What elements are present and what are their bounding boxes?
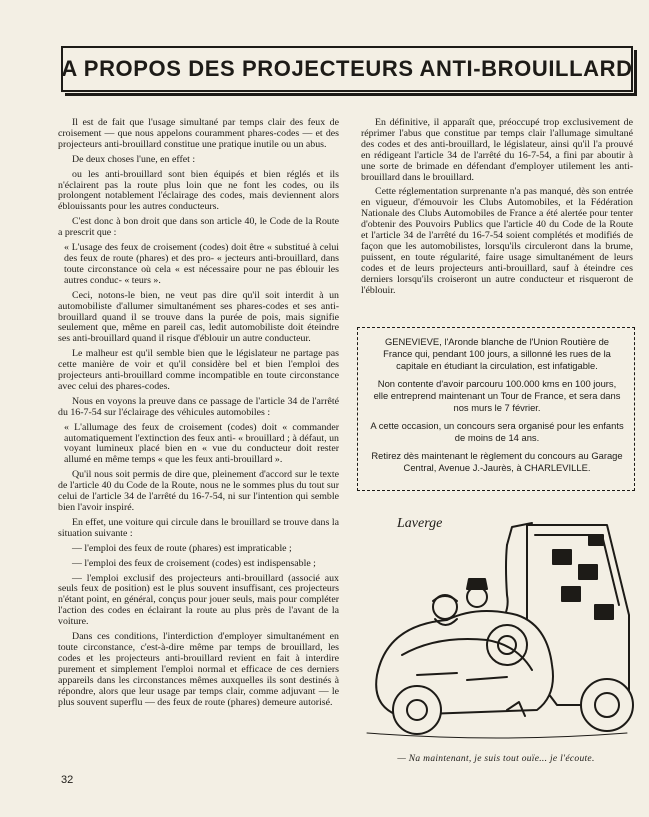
cartoon-signature: Laverge: [397, 516, 443, 531]
left-paragraph: Nous en voyons la preuve dans ce passage de l'article 34 de l'arrêté du 16-7-54 sur l'éclairage des véhicules automobiles :: [58, 395, 339, 418]
left-column: [58, 118, 339, 712]
announcement-lead: GENEVIEVE, l'Aronde blanche de l'Union Routière de France qui, pendant 100 jours, a sillonné les rues de la capitale en étudiant la circulation, est infatigable.: [383, 336, 611, 371]
announcement-paragraph: Retirez dès maintenant le règlement du concours au Garage Central, Avenue J.-Jaurès, à CHARLEVILLE.: [371, 450, 623, 473]
title-frame: [61, 46, 633, 92]
left-paragraph: En effet, une voiture qui circule dans le brouillard se trouve dans la situation suivante :: [58, 516, 339, 539]
left-paragraph: Qu'il nous soit permis de dire que, pleinement d'accord sur le texte de l'article 40 du Code de la Route, nous ne le sommes plus du tout sur celui de l'article 34 de l'arrêté du 16-7-54, ni sur l'intention qui semble bien l'avoir inspiré.: [58, 469, 339, 513]
left-paragraph: ou les anti-brouillard sont bien équipés et bien réglés et ils n'éclairent pas la route plus loin que ne font les codes, ou ils prolongent notablement l'éclairage des codes, mais deviennent alors éblouissants pour les autres conducteurs.: [58, 168, 339, 213]
left-paragraph: Le malheur est qu'il semble bien que le législateur ne partage pas cette manière de voir et qu'il considère bel et bien l'emploi des projecteurs anti-brouillard comme incompatible en toute circonstance avec celui des phares-codes.: [58, 348, 339, 392]
cartoon-illustration: [357, 505, 635, 745]
left-paragraph: De deux choses l'une, en effet :: [72, 153, 196, 165]
quoted-paragraph: « L'usage des feux de croisement (codes) doit être « substitué à celui des feux de route (phares) et des pro- « jecteurs anti-brouillard, dans toute circonstance où cela « est nécessaire pour ne pas éblouir les autres conduc- « teurs ».: [64, 242, 339, 286]
page-title: A PROPOS DES PROJECTEURS ANTI-BROUILLARD: [61, 56, 633, 81]
right-paragraph: Cette réglementation surprenante n'a pas manqué, dès son entrée en vigueur, d'émouvoir les Clubs Automobiles, et la Fédération Nationale des Clubs Automobiles de France a été alertée pour tenter d'obtenir des Pouvoirs Publics que l'article 40 du Code de la Route et l'article 34 de l'arrêté du 16-7-54 soient complétés et modifiés de façon que les automobilistes, lorsqu'ils circuleront dans la brume, puissent, en toute régularité, faire usage simultanément de leurs codes et de leurs projecteurs anti-brouillard, sauf à éteindre ces derniers lorsqu'ils croiseront un autre conducteur et risqueront de l'éblouir.: [361, 186, 633, 296]
left-paragraph: Dans ces conditions, l'interdiction d'employer simultanément en toute circonstance, c'est-à-dire même par temps de brouillard, les codes et les projecteurs anti-brouillard revient en fait à interdire purement et simplement l'emploi normal et efficace de ces derniers appareils dans les circonstances mêmes auxquelles ils sont destinés à répondre, alors que leur usage par temps clair, comme adjuvant — le plus souvent superflu — des feux de route (phares) demeure autorisé.: [58, 631, 339, 708]
left-paragraph: C'est donc à bon droit que dans son article 40, le Code de la Route a prescrit que :: [58, 216, 339, 239]
left-paragraph: — l'emploi des feux de croisement (codes) est indispensable ;: [72, 557, 316, 569]
right-paragraph: En définitive, il apparaît que, préoccupé trop exclusivement de réprimer l'abus que constitue par temps clair l'allumage simultané des codes et des anti-brouillard, le législateur, ainsi qu'il l'a prouvé en rédigeant l'article 34 de l'arrêté du 16-7-54, a fini par aboutir à une sorte de brimade en défendant d'employer utilement les anti-brouillard dans le brouillard.: [361, 117, 633, 183]
left-paragraph: — l'emploi des feux de route (phares) est impraticable ;: [72, 542, 292, 554]
quoted-paragraph: « L'allumage des feux de croisement (codes) doit « commander automatiquement l'extinction des feux anti- « brouillard ; à défaut, un voyant lumineux placé bien en « vue du conducteur doit rester allumé en même temps « que les feux anti-brouillard ».: [64, 421, 339, 466]
left-paragraph: Ceci, notons-le bien, ne veut pas dire qu'il soit interdit à un automobiliste d'allumer simultanément ses phares-codes et ses anti-brouillard quand il se trouve dans la purée de pois, mais signifie seulement que, même en pareil cas, ledit automobiliste doit éteindre ses anti-brouillard quand il risque d'éblouir un autre conducteur.: [58, 289, 339, 345]
announcement-paragraph: A cette occasion, un concours sera organisé pour les enfants de moins de 14 ans.: [370, 420, 624, 443]
left-paragraph: — l'emploi exclusif des projecteurs anti-brouillard (associé aux seuls feux de position) est le plus souvent insuffisant, ces projecteurs n'étant point, en général, conçus pour jouer seuls, mais pour compléter l'action des codes en éclairant la route au plus près de l'avant de la voiture.: [58, 572, 339, 628]
announcement-box: [357, 327, 635, 491]
announcement-paragraph: Non contente d'avoir parcouru 100.000 kms en 100 jours, elle entreprend maintenant un Tour de France, et sera dans nos murs le 7 février.: [373, 378, 621, 413]
page-number: 32: [61, 774, 74, 786]
left-paragraph: Il est de fait que l'usage simultané par temps clair des feux de croisement — que nous appelons couramment phares-codes — et des projecteurs anti-brouillard constitue une pratique inutile ou un abus.: [58, 117, 339, 150]
cartoon-caption: — Na maintenant, je suis tout ouïe... je l'écoute.: [397, 754, 595, 764]
right-column: [361, 118, 633, 301]
